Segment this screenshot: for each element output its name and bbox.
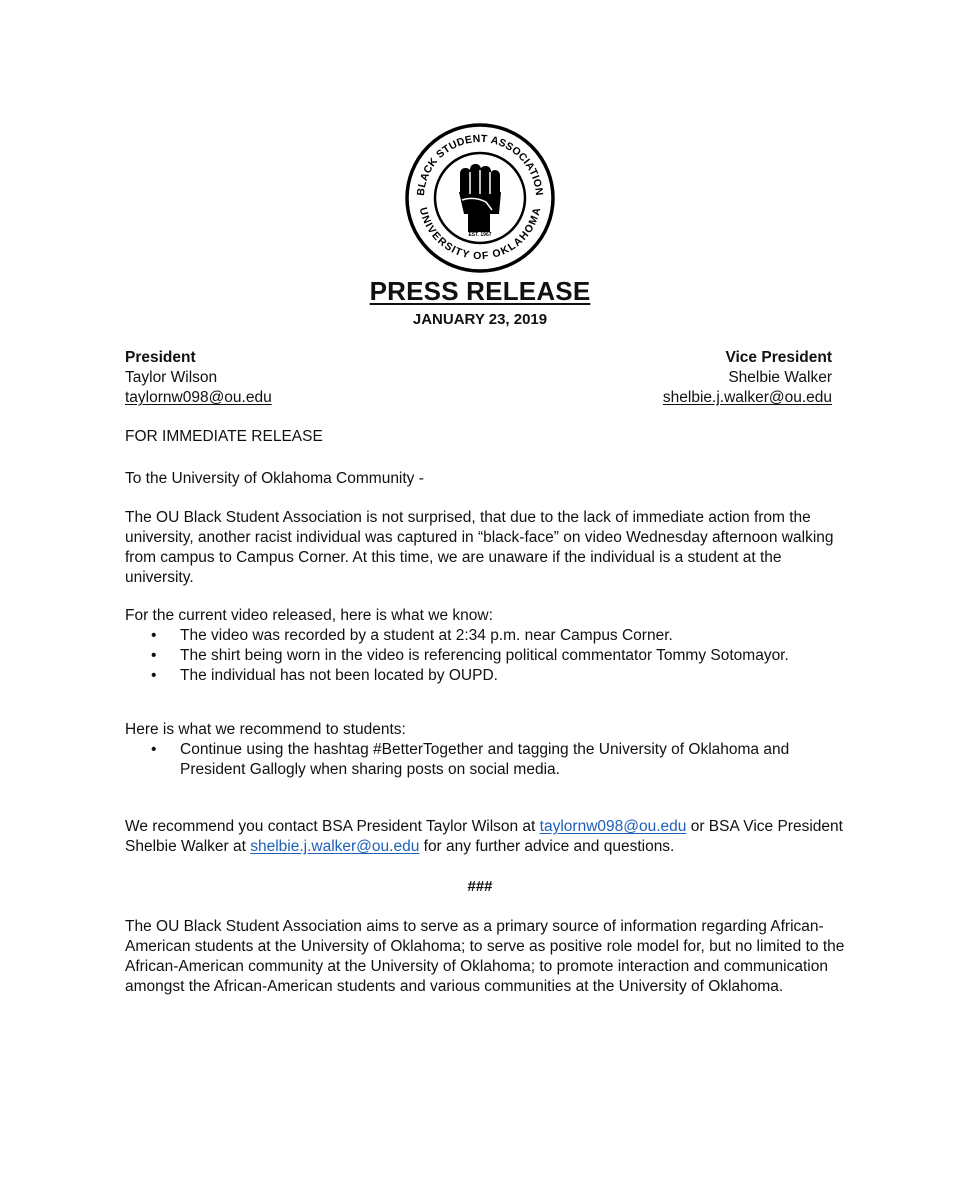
logo-est-text: EST. 1967	[468, 232, 492, 238]
mission-statement	[125, 917, 845, 997]
vice-president-contact	[663, 348, 832, 408]
contact-text-2: or BSA Vice President Shelbie Walker at	[125, 818, 843, 855]
page-title	[0, 276, 960, 307]
contact-text-3: for any further advice and questions.	[419, 838, 675, 855]
known-fact-text: The shirt being worn in the video is referencing political commentator Tommy Sotomayor.	[180, 647, 789, 664]
bullet-icon: •	[151, 647, 157, 664]
vice-president-role: Vice President	[725, 349, 832, 366]
known-facts-lead: For the current video released, here is what we know:	[125, 607, 493, 624]
known-fact-text: The individual has not been located by OUPD.	[180, 667, 498, 684]
bullet-icon: •	[151, 627, 157, 644]
page-title-text: PRESS RELEASE	[369, 276, 591, 306]
recommendations-lead: Here is what we recommend to students:	[125, 721, 406, 738]
bullet-icon: •	[151, 741, 157, 758]
intro-paragraph	[125, 508, 845, 588]
known-fact-text: The video was recorded by a student at 2:34 p.m. near Campus Corner.	[180, 627, 673, 644]
mission-statement-text: The OU Black Student Association aims to serve as a primary source of information regarding African-American students at the University of Oklahoma; to serve as positive role model for, but no limited to the African-American community at the University of Oklahoma; to promote interaction and communication amongst the African-American students and various communities at the University of Oklahoma.	[125, 918, 845, 995]
list-item	[125, 740, 790, 780]
president-email-inline-link[interactable]: taylornw098@ou.edu	[539, 818, 687, 835]
list-item	[125, 646, 790, 666]
logo-top-text: BLACK STUDENT ASSOCIATION	[414, 132, 546, 197]
known-facts-list	[125, 626, 845, 686]
salutation: To the University of Oklahoma Community -	[125, 470, 424, 487]
vice-president-email-link[interactable]: shelbie.j.walker@ou.edu	[662, 389, 832, 406]
raised-fist-emblem-icon	[404, 122, 556, 274]
intro-paragraph-text: The OU Black Student Association is not surprised, that due to the lack of immediate action from the university, another racist individual was captured in “black-face” on video Wednesday afternoon walking from campus to Campus Corner. At this time, we are unaware if the individual is a student at the university.	[125, 509, 834, 586]
bsa-logo	[404, 122, 556, 274]
end-marker: ###	[467, 878, 493, 895]
list-item	[125, 666, 790, 686]
logo-bottom-text: UNIVERSITY OF OKLAHOMA	[416, 206, 544, 263]
bullet-icon: •	[151, 667, 157, 684]
president-name: Taylor Wilson	[125, 369, 218, 386]
release-date: JANUARY 23, 2019	[412, 311, 548, 328]
immediate-release-label: FOR IMMEDIATE RELEASE	[125, 428, 323, 445]
president-contact	[125, 348, 272, 408]
list-item	[125, 626, 790, 646]
recommendations-list	[125, 740, 845, 780]
vice-president-name: Shelbie Walker	[728, 369, 832, 386]
contact-text-1: We recommend you contact BSA President Taylor Wilson at	[125, 818, 540, 835]
president-email-link[interactable]: taylornw098@ou.edu	[125, 389, 272, 406]
vice-president-email-inline-link[interactable]: shelbie.j.walker@ou.edu	[250, 838, 420, 855]
contact-paragraph	[125, 817, 845, 857]
recommendation-text: Continue using the hashtag #BetterTogether and tagging the University of Oklahoma and President Gallogly when sharing posts on social media.	[180, 741, 790, 778]
president-role: President	[125, 349, 196, 366]
